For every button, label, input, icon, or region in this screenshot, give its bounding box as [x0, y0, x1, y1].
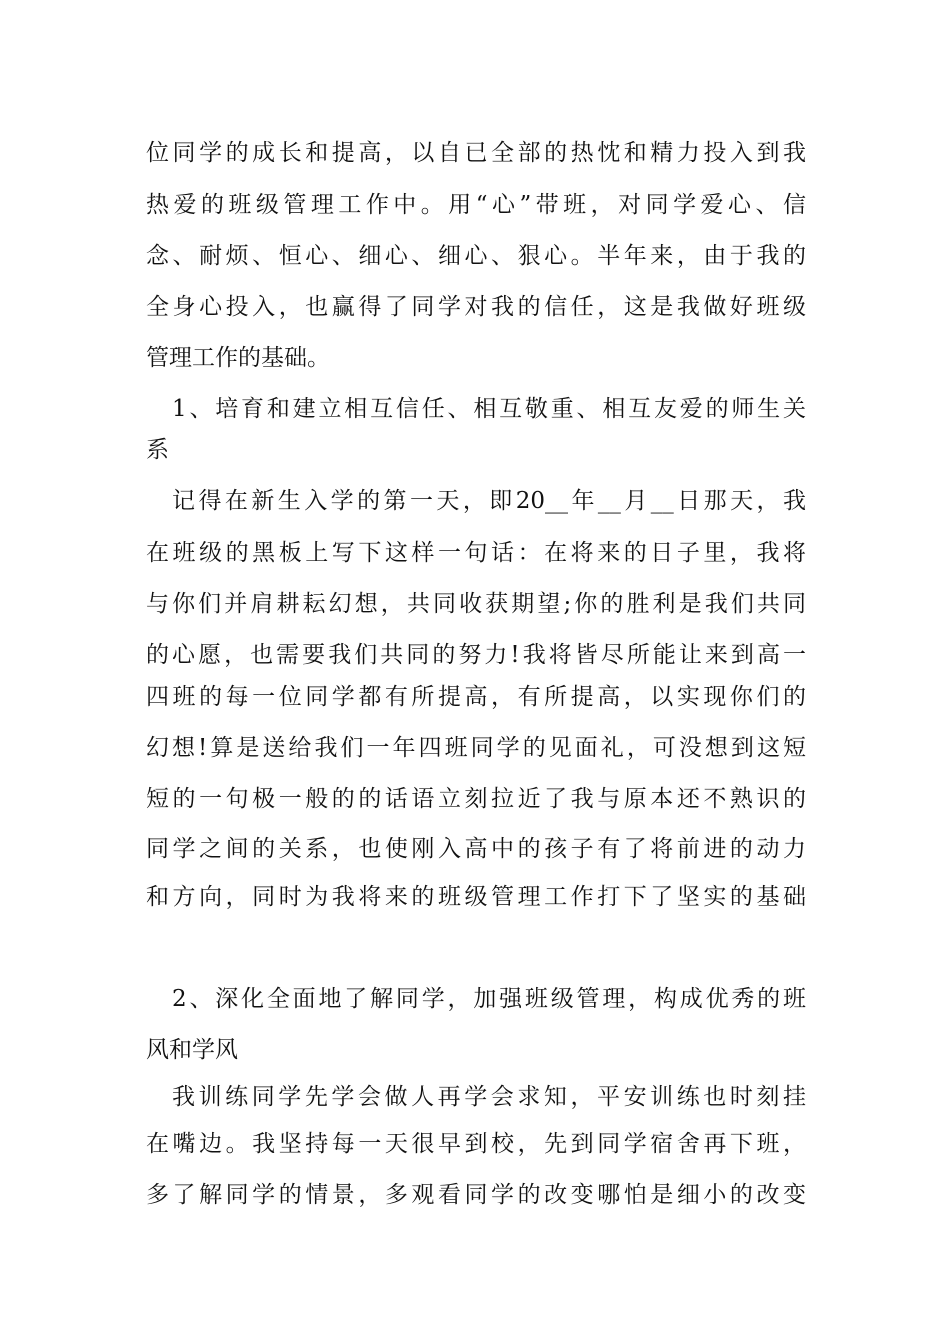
section-heading-1: 1、培育和建立相互信任、相互敬重、相互友爱的师生关	[172, 396, 806, 422]
text-line-4: 全身心投入，也赢得了同学对我的信任，这是我做好班级	[146, 294, 806, 320]
text-line-13: 幻想!算是送给我们一年四班同学的见面礼，可没想到这短	[146, 735, 806, 761]
section-heading-2-cont: 风和学风	[146, 1037, 238, 1063]
text-line-19: 我训练同学先学会做人再学会求知，平安训练也时刻挂	[172, 1084, 806, 1110]
text-line-5: 管理工作的基础。	[146, 345, 330, 371]
text-line-10: 与你们并肩耕耘幻想，共同收获期望;你的胜利是我们共同	[146, 591, 806, 617]
text-line-14: 短的一句极一般的的话语立刻拉近了我与原本还不熟识的	[146, 786, 806, 812]
text-line-9: 在班级的黑板上写下这样一句话：在将来的日子里，我将	[146, 540, 806, 566]
text-line-15: 同学之间的关系，也使刚入高中的孩子有了将前进的动力	[146, 836, 806, 862]
text-line-8: 记得在新生入学的第一天，即20__年__月__日那天，我	[172, 488, 806, 514]
text-line-3: 念、耐烦、恒心、细心、细心、狠心。半年来，由于我的	[146, 243, 806, 269]
text-line-11: 的心愿，也需要我们共同的努力!我将皆尽所能让来到高一	[146, 642, 806, 668]
text-line-21: 多了解同学的情景，多观看同学的改变哪怕是细小的改变	[146, 1182, 806, 1208]
section-heading-2: 2、深化全面地了解同学，加强班级管理，构成优秀的班	[172, 986, 806, 1012]
text-line-1: 位同学的成长和提高，以自已全部的热忱和精力投入到我	[146, 140, 806, 166]
text-line-2: 热爱的班级管理工作中。用“心”带班，对同学爱心、信	[146, 192, 806, 218]
section-heading-1-cont: 系	[146, 437, 169, 463]
text-line-20: 在嘴边。我坚持每一天很早到校，先到同学宿舍再下班，	[146, 1131, 806, 1157]
text-line-12: 四班的每一位同学都有所提高，有所提高，以实现你们的	[146, 684, 806, 710]
text-line-16: 和方向，同时为我将来的班级管理工作打下了坚实的基础	[146, 884, 806, 910]
